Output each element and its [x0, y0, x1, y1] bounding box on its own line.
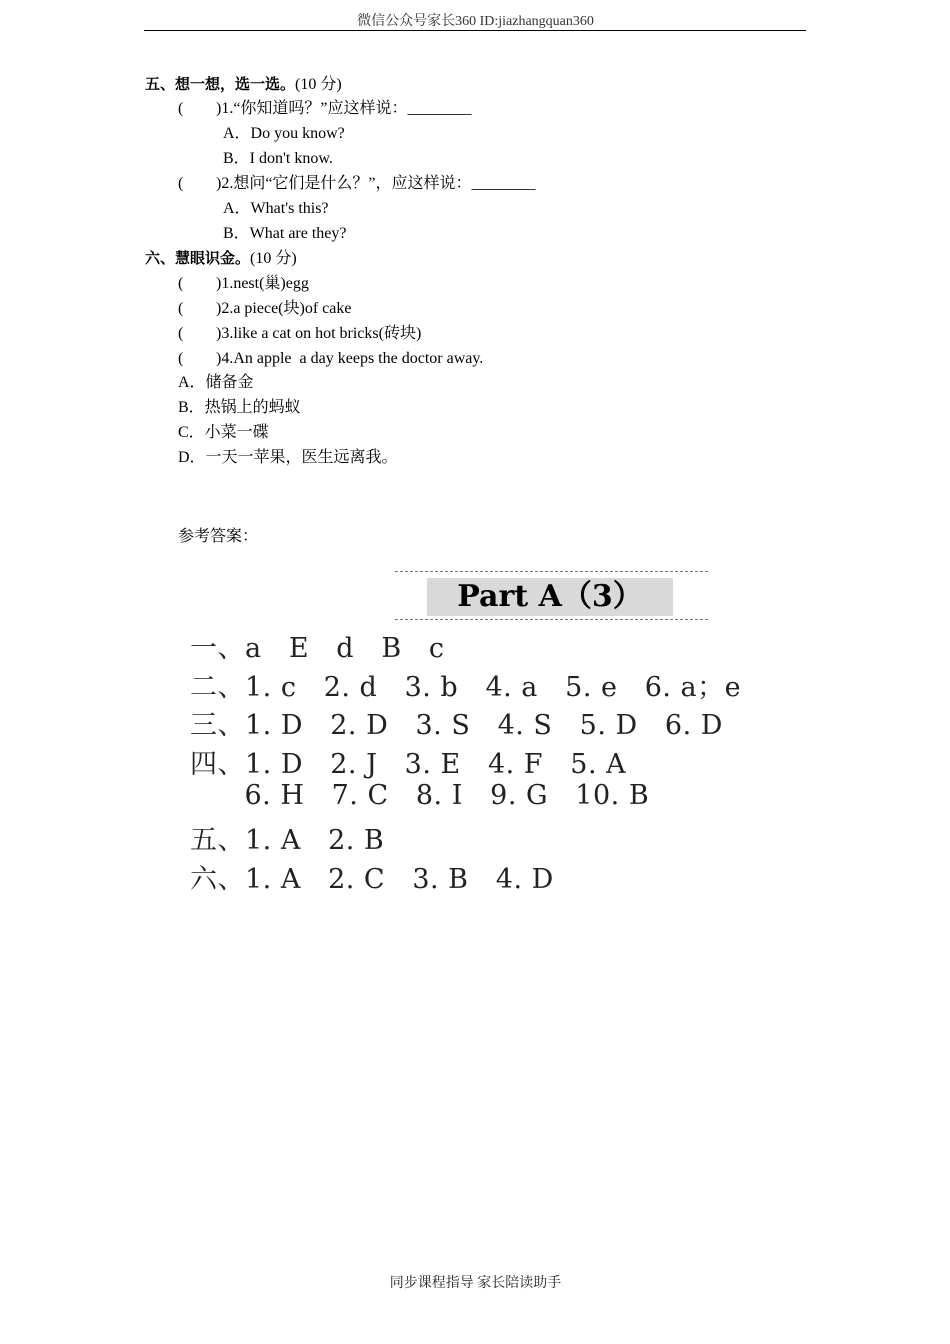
- answer-paren: (: [178, 175, 184, 192]
- question-6-2: [178, 299, 351, 319]
- answer-paren: (: [178, 275, 184, 292]
- option-6-d: D．一天一苹果，医生远离我。: [178, 449, 398, 466]
- answer-paren: (: [178, 325, 184, 342]
- question-text: )2.a piece(块)of cake: [216, 300, 352, 317]
- question-6-3: [178, 324, 421, 344]
- answer-paren: (: [178, 300, 184, 317]
- option-5-2-a: A．What's this?: [223, 200, 329, 217]
- answer-row-5: 6. H 7. C 8. I 9. G 10. B: [190, 780, 650, 811]
- answer-key-image: [190, 568, 742, 898]
- answer-row-4: 四、1. D 2. J 3. E 4. F 5. A: [190, 749, 627, 780]
- section-5-title: 五、想一想，选一选。: [145, 75, 296, 93]
- question-6-1: [178, 274, 309, 294]
- part-title: Part A（3）: [427, 578, 673, 616]
- section-5-points: (10 分): [295, 76, 342, 93]
- section-5-heading: [145, 74, 342, 95]
- question-text: )4.An apple a day keeps the doctor away.: [216, 350, 484, 367]
- answer-paren: (: [178, 100, 184, 117]
- option-6-a: A．储备金: [178, 374, 254, 391]
- question-text: )1.nest(巢)egg: [216, 275, 309, 292]
- section-6-points: (10 分): [250, 250, 297, 267]
- dashed-rule-top: [395, 571, 708, 572]
- answer-row-1: 一、a E d B c: [190, 633, 445, 664]
- answer-row-6: 五、1. A 2. B: [190, 825, 385, 856]
- option-5-1-a: A．Do you know?: [223, 125, 345, 142]
- option-6-c: C．小菜一碟: [178, 424, 269, 441]
- answer-row-2: 二、1. c 2. d 3. b 4. a 5. e 6. a；e: [190, 672, 742, 703]
- option-6-b: B．热锅上的蚂蚁: [178, 399, 301, 416]
- page-header: 微信公众号家长360 ID:jiazhangquan360: [357, 14, 594, 29]
- header-rule: [144, 30, 806, 31]
- option-5-2-b: B．What are they?: [223, 225, 347, 242]
- section-6-title: 六、慧眼识金。: [145, 249, 251, 267]
- page-footer: 同步课程指导 家长陪读助手: [389, 1276, 562, 1291]
- question-text: )1.“你知道吗？”应这样说：________: [216, 100, 472, 117]
- option-5-1-b: B．I don't know.: [223, 150, 333, 167]
- question-5-2: [178, 174, 536, 194]
- answer-paren: (: [178, 350, 184, 367]
- answer-row-3: 三、1. D 2. D 3. S 4. S 5. D 6. D: [190, 710, 723, 741]
- question-text: )2.想问“它们是什么？”，应这样说：________: [216, 175, 536, 192]
- answer-row-7: 六、1. A 2. C 3. B 4. D: [190, 864, 554, 895]
- question-text: )3.like a cat on hot bricks(砖块): [216, 325, 422, 342]
- question-5-1: [178, 99, 472, 119]
- question-6-4: [178, 349, 483, 369]
- section-6-heading: [145, 248, 297, 269]
- dashed-rule-bottom: [395, 619, 708, 620]
- answer-key-title: 参考答案：: [178, 528, 259, 545]
